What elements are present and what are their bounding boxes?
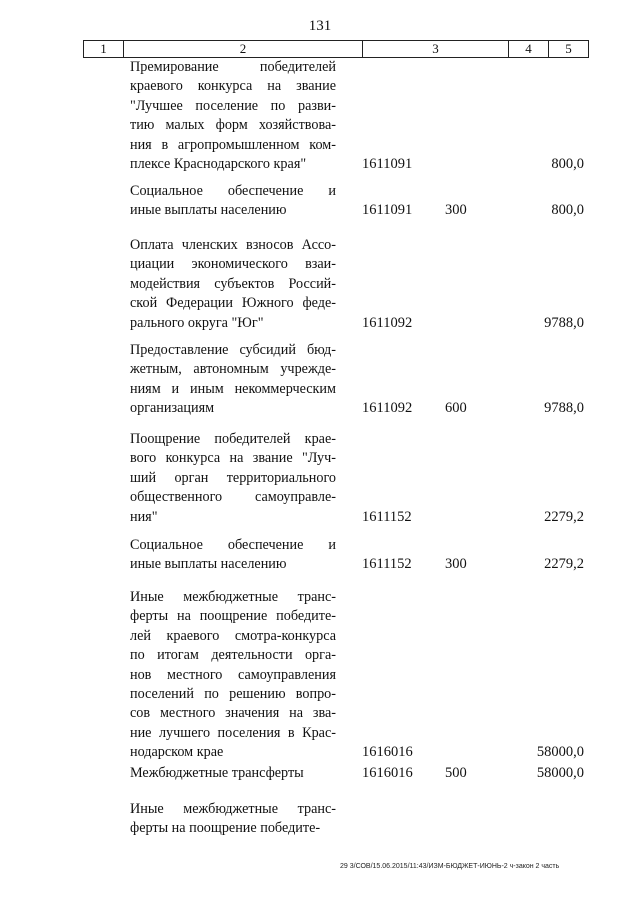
expense-type: 500 [445, 765, 467, 781]
amount-value: 58000,0 [536, 765, 584, 781]
column-header-4: 4 [509, 41, 549, 57]
description-line: иные выплаты населению [130, 202, 287, 219]
column-header-row [83, 40, 589, 58]
amount-value: 800,0 [551, 202, 584, 219]
target-code: 1611091 [362, 202, 413, 219]
target-code: 1616016 [362, 744, 413, 761]
document-footer: 29 3/СОВ/15.06.2015/11:43/ИЗМ-БЮДЖЕТ-ИЮНЬ-2 ч-закон 2 часть [340, 863, 560, 870]
row-description [130, 800, 336, 839]
amount-value: 2279,2 [544, 508, 584, 525]
description-line: краевого конкурса на звание [130, 78, 336, 95]
amount-value: 58000,0 [536, 744, 584, 761]
description-line: сов местного значения на зва- [130, 705, 336, 722]
amount-value: 9788,0 [544, 400, 584, 417]
description-line: Премирование победителей [130, 59, 336, 75]
description-line: "Лучшее поселение по разви- [130, 97, 336, 114]
description-line: нодарском крае [130, 744, 224, 761]
description-line: модействия субъектов Россий- [130, 275, 336, 292]
amount-value: 9788,0 [544, 314, 584, 331]
target-code: 1611092 [362, 314, 413, 331]
target-code: 1611152 [362, 508, 412, 525]
description-line: Оплата членских взносов Ассо- [130, 237, 336, 253]
description-line: Социальное обеспечение и [130, 537, 336, 553]
target-code: 1611092 [362, 400, 413, 417]
row-description [130, 236, 336, 333]
description-line: циации экономического взаи- [130, 256, 336, 273]
column-header-5: 5 [565, 41, 572, 56]
description-line: рального округа "Юг" [130, 314, 264, 331]
description-line: по итогам деятельности орга- [130, 647, 336, 664]
description-line: плексе Краснодарского края" [130, 156, 307, 173]
description-line: общественного самоуправле- [130, 489, 336, 506]
description-line: тию малых форм хозяйствова- [130, 117, 336, 134]
description-line: ния" [130, 508, 158, 525]
description-line: ние лучшего поселения в Крас- [130, 724, 336, 741]
column-header-1: 1 [84, 41, 124, 57]
row-description [130, 430, 336, 527]
description-line: Поощрение победителей крае- [130, 431, 336, 447]
row-description [130, 341, 336, 419]
description-line: жетным, автономным учрежде- [130, 361, 336, 378]
description-line: Предоставление субсидий бюд- [130, 342, 336, 358]
target-code: 1611091 [362, 156, 413, 172]
description-line: нов местного самоуправления [130, 666, 336, 683]
row-description [130, 536, 336, 575]
description-line: ниям и иным некоммерческим [130, 380, 336, 397]
description-line: Иные межбюджетные транс- [130, 801, 336, 817]
description-line: ший орган территориального [130, 469, 336, 486]
row-description [130, 588, 336, 763]
description-line: вого конкурса на звание "Луч- [130, 450, 336, 467]
description-line: поселений по решению вопро- [130, 686, 336, 703]
row-description [130, 58, 336, 174]
amount-value: 800,0 [551, 156, 584, 172]
expense-type: 300 [445, 556, 467, 573]
target-code: 1611152 [362, 556, 412, 573]
row-description [130, 764, 336, 783]
column-header-3: 3 [363, 41, 509, 57]
description-line: ской Федерации Южного феде- [130, 295, 336, 312]
description-line: организациям [130, 400, 215, 417]
target-code: 1616016 [362, 765, 413, 781]
amount-value: 2279,2 [544, 556, 584, 573]
description-line: Социальное обеспечение и [130, 183, 336, 199]
description-line: лей краевого смотра-конкурса [130, 627, 336, 644]
description-line: ния в агропромышленном ком- [130, 136, 336, 153]
page-number: 131 [308, 18, 332, 34]
description-line: ферты на поощрение победите- [130, 608, 336, 625]
column-header-2: 2 [124, 41, 363, 57]
expense-type: 300 [445, 202, 467, 219]
description-line: Иные межбюджетные транс- [130, 589, 336, 605]
description-line: ферты на поощрение победите- [130, 820, 321, 837]
description-line: иные выплаты населению [130, 556, 287, 573]
expense-type: 600 [445, 400, 467, 417]
row-description [130, 182, 336, 221]
description-line: Межбюджетные трансферты [130, 765, 304, 781]
